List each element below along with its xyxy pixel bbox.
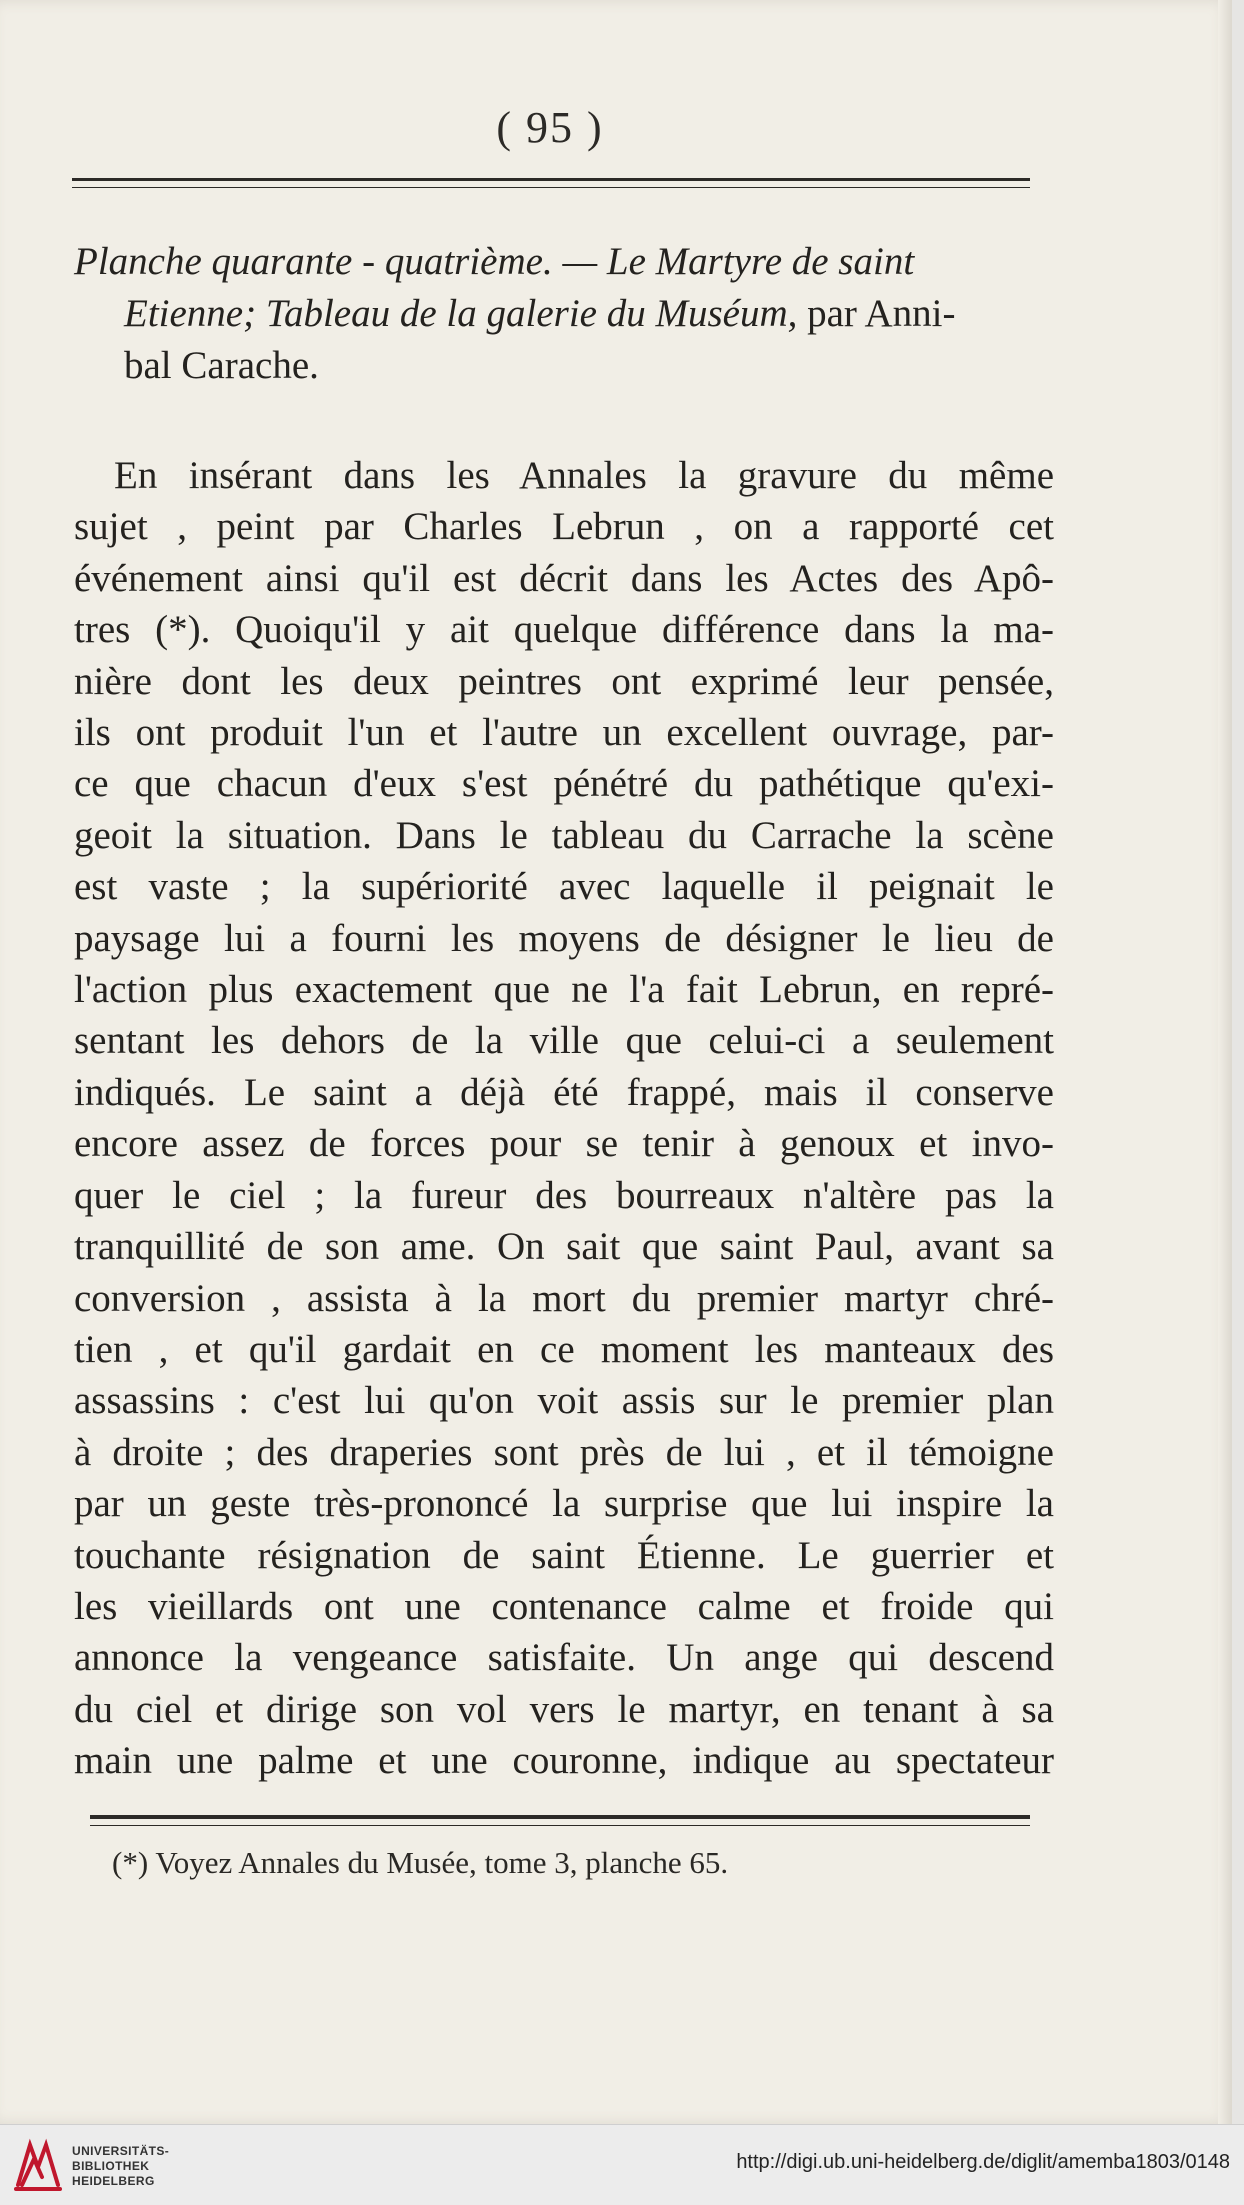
footnote-rule	[90, 1815, 1030, 1819]
library-logo-icon	[12, 2137, 64, 2193]
body-line: geoit la situation. Dans le tableau du Carrache la scène	[74, 813, 1054, 857]
body-line: ils ont produit l'un et l'autre un excellent ouvrage, par-	[74, 711, 1054, 755]
heading-italic: Planche quarante - quatrième. — Le Martyre de saint	[74, 240, 915, 283]
library-name-line: HEIDELBERG	[72, 2174, 155, 2188]
footnote: (*) Voyez Annales du Musée, tome 3, planche 65.	[112, 1845, 729, 1880]
heading-italic: Etienne; Tableau de la galerie du Muséum,	[124, 292, 798, 335]
body-line: sentant les dehors de la ville que celui-ci a seulement	[74, 1019, 1054, 1063]
body-line: sujet , peint par Charles Lebrun , on a rapporté cet	[74, 505, 1054, 549]
plate-heading	[74, 236, 1064, 392]
heading-roman: bal Carache.	[124, 344, 319, 387]
body-line: quer le ciel ; la fureur des bourreaux n'altère pas la	[74, 1173, 1054, 1217]
header-rule	[72, 178, 1030, 181]
heading-line-3	[74, 340, 1064, 392]
body-line: les vieillards ont une contenance calme et froide qui	[74, 1584, 1054, 1628]
body-line: tres (*). Quoiqu'il y ait quelque différence dans la ma-	[74, 608, 1054, 652]
body-line: tien , et qu'il gardait en ce moment les manteaux des	[74, 1327, 1054, 1371]
body-line: indiqués. Le saint a déjà été frappé, mais il conserve	[74, 1070, 1054, 1114]
body-line: En insérant dans les Annales la gravure du même	[114, 454, 1054, 497]
heading-roman: par Anni-	[797, 292, 956, 335]
body-line: est vaste ; la supériorité avec laquelle il peignait le	[74, 865, 1054, 909]
footnote-rule-thin	[90, 1825, 1030, 1826]
body-line: à droite ; des draperies sont près de lui , et il témoigne	[74, 1430, 1054, 1474]
heading-line-2	[74, 288, 1064, 340]
body-paragraph	[74, 450, 1064, 1787]
page-number: ( 95 )	[496, 103, 604, 152]
body-line: nière dont les deux peintres ont exprimé leur pensée,	[74, 659, 1054, 703]
body-line: paysage lui a fourni les moyens de désigner le lieu de	[74, 916, 1054, 960]
body-line: tranquillité de son ame. On sait que saint Paul, avant sa	[74, 1225, 1054, 1269]
page-edge	[1218, 0, 1232, 2124]
header-rule-thin	[72, 187, 1030, 188]
source-url-link[interactable]: http://digi.ub.uni-heidelberg.de/diglit/amemba1803/0148	[736, 2151, 1230, 2173]
body-line: annonce la vengeance satisfaite. Un ange qui descend	[74, 1636, 1054, 1680]
library-footer	[0, 2124, 1244, 2205]
body-line: ce que chacun d'eux s'est pénétré du pathétique qu'exi-	[74, 762, 1054, 806]
body-line: encore assez de forces pour se tenir à genoux et invo-	[74, 1122, 1054, 1166]
body-line: conversion , assista à la mort du premier martyr chré-	[74, 1276, 1054, 1320]
body-line: main une palme et une couronne, indique au spectateur	[74, 1739, 1054, 1783]
library-name-line: UNIVERSITÄTS-	[72, 2144, 170, 2158]
heading-line-1	[74, 236, 1064, 288]
body-line: par un geste très-prononcé la surprise que lui inspire la	[74, 1482, 1054, 1526]
body-line: assassins : c'est lui qu'on voit assis sur le premier plan	[74, 1379, 1054, 1423]
body-line: touchante résignation de saint Étienne. Le guerrier et	[74, 1533, 1054, 1577]
body-line: événement ainsi qu'il est décrit dans les Actes des Apô-	[74, 556, 1054, 600]
body-line: l'action plus exactement que ne l'a fait Lebrun, en repré-	[74, 968, 1054, 1012]
library-name	[72, 2144, 169, 2189]
library-name-line: BIBLIOTHEK	[72, 2159, 150, 2173]
body-line: du ciel et dirige son vol vers le martyr, en tenant à sa	[74, 1687, 1054, 1731]
